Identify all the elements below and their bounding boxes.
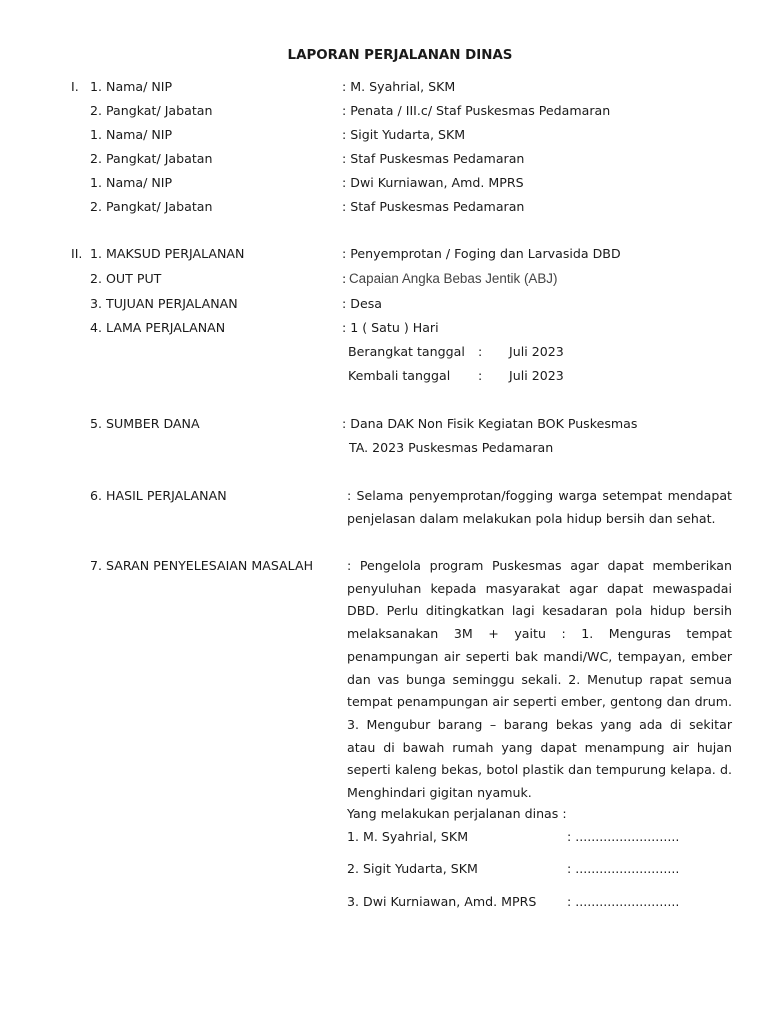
purpose-label: 1. MAKSUD PERJALANAN (90, 246, 245, 261)
name-nip-label-1: 1. Nama/ NIP (90, 79, 173, 94)
departure-colon: : (478, 344, 483, 359)
rank-position-value-2: : Staf Puskesmas Pedamaran (342, 151, 525, 166)
section-1-number: I. (71, 79, 79, 94)
suggestion-label: 7. SARAN PENYELESAIAN MASALAH (90, 558, 314, 573)
funding-label: 5. SUMBER DANA (90, 416, 200, 431)
name-nip-value-1: : M. Syahrial, SKM (342, 79, 456, 94)
result-paragraph: : Selama penyemprotan/fogging warga setempat mendapat penjelasan dalam melakukan pola hidup bersih dan sehat. (347, 488, 732, 526)
rank-position-value-3: : Staf Puskesmas Pedamaran (342, 199, 525, 214)
departure-date: Juli 2023 (509, 344, 564, 359)
name-nip-label-3: 1. Nama/ NIP (90, 175, 173, 190)
rank-position-label-1: 2. Pangkat/ Jabatan (90, 103, 213, 118)
rank-position-label-3: 2. Pangkat/ Jabatan (90, 199, 213, 214)
destination-label: 3. TUJUAN PERJALANAN (90, 296, 238, 311)
signature-name-3: 3. Dwi Kurniawan, Amd. MPRS (347, 894, 537, 909)
section-2-number: II. (71, 246, 83, 261)
return-label: Kembali tanggal (348, 368, 451, 383)
signature-line-3: : .......................... (567, 894, 680, 909)
output-label: 2. OUT PUT (90, 271, 162, 286)
departure-label: Berangkat tanggal (348, 344, 465, 359)
suggestion-paragraph: : Pengelola program Puskesmas agar dapat memberikan penyuluhan kepada masyarakat agar dapat mewaspadai DBD. Perlu ditingkatkan lagi kesadaran pola hidup bersih melaksanakan 3M + yaitu : 1. Menguras tempat penampungan air seperti bak mandi/WC, tempayan, ember dan vas bunga seminggu sekali. 2. Menutup rapat semua tempat penampungan air seperti ember, gentong dan drum. 3. Mengubur barang – barang bekas yang ada di sekitar atau di bawah rumah yang dapat menampung air hujan seperti kaleng bekas, botol plastik dan tempurung kelapa. d. Menghindari gigitan nyamuk. (347, 558, 732, 801)
duration-label: 4. LAMA PERJALANAN (90, 320, 226, 335)
signature-heading: Yang melakukan perjalanan dinas : (347, 806, 567, 821)
name-nip-value-3: : Dwi Kurniawan, Amd. MPRS (342, 175, 524, 190)
document-title: LAPORAN PERJALANAN DINAS (287, 48, 513, 63)
signature-name-2: 2. Sigit Yudarta, SKM (347, 861, 478, 876)
name-nip-value-2: : Sigit Yudarta, SKM (342, 127, 466, 142)
rank-position-label-2: 2. Pangkat/ Jabatan (90, 151, 213, 166)
output-colon: : (342, 271, 347, 286)
rank-position-value-1: : Penata / III.c/ Staf Puskesmas Pedamaran (342, 103, 611, 118)
signature-name-1: 1. M. Syahrial, SKM (347, 829, 469, 844)
output-value: Capaian Angka Bebas Jentik (ABJ) (349, 271, 558, 286)
purpose-value: : Penyemprotan / Foging dan Larvasida DBD (342, 246, 621, 261)
result-label: 6. HASIL PERJALANAN (90, 488, 227, 503)
return-colon: : (478, 368, 483, 383)
destination-value: : Desa (342, 296, 382, 311)
signature-line-1: : .......................... (567, 829, 680, 844)
name-nip-label-2: 1. Nama/ NIP (90, 127, 173, 142)
funding-value-line-2: TA. 2023 Puskesmas Pedamaran (349, 440, 554, 455)
funding-value-line-1: : Dana DAK Non Fisik Kegiatan BOK Puskesmas (342, 416, 638, 431)
return-date: Juli 2023 (509, 368, 564, 383)
duration-value: : 1 ( Satu ) Hari (342, 320, 439, 335)
signature-line-2: : .......................... (567, 861, 680, 876)
